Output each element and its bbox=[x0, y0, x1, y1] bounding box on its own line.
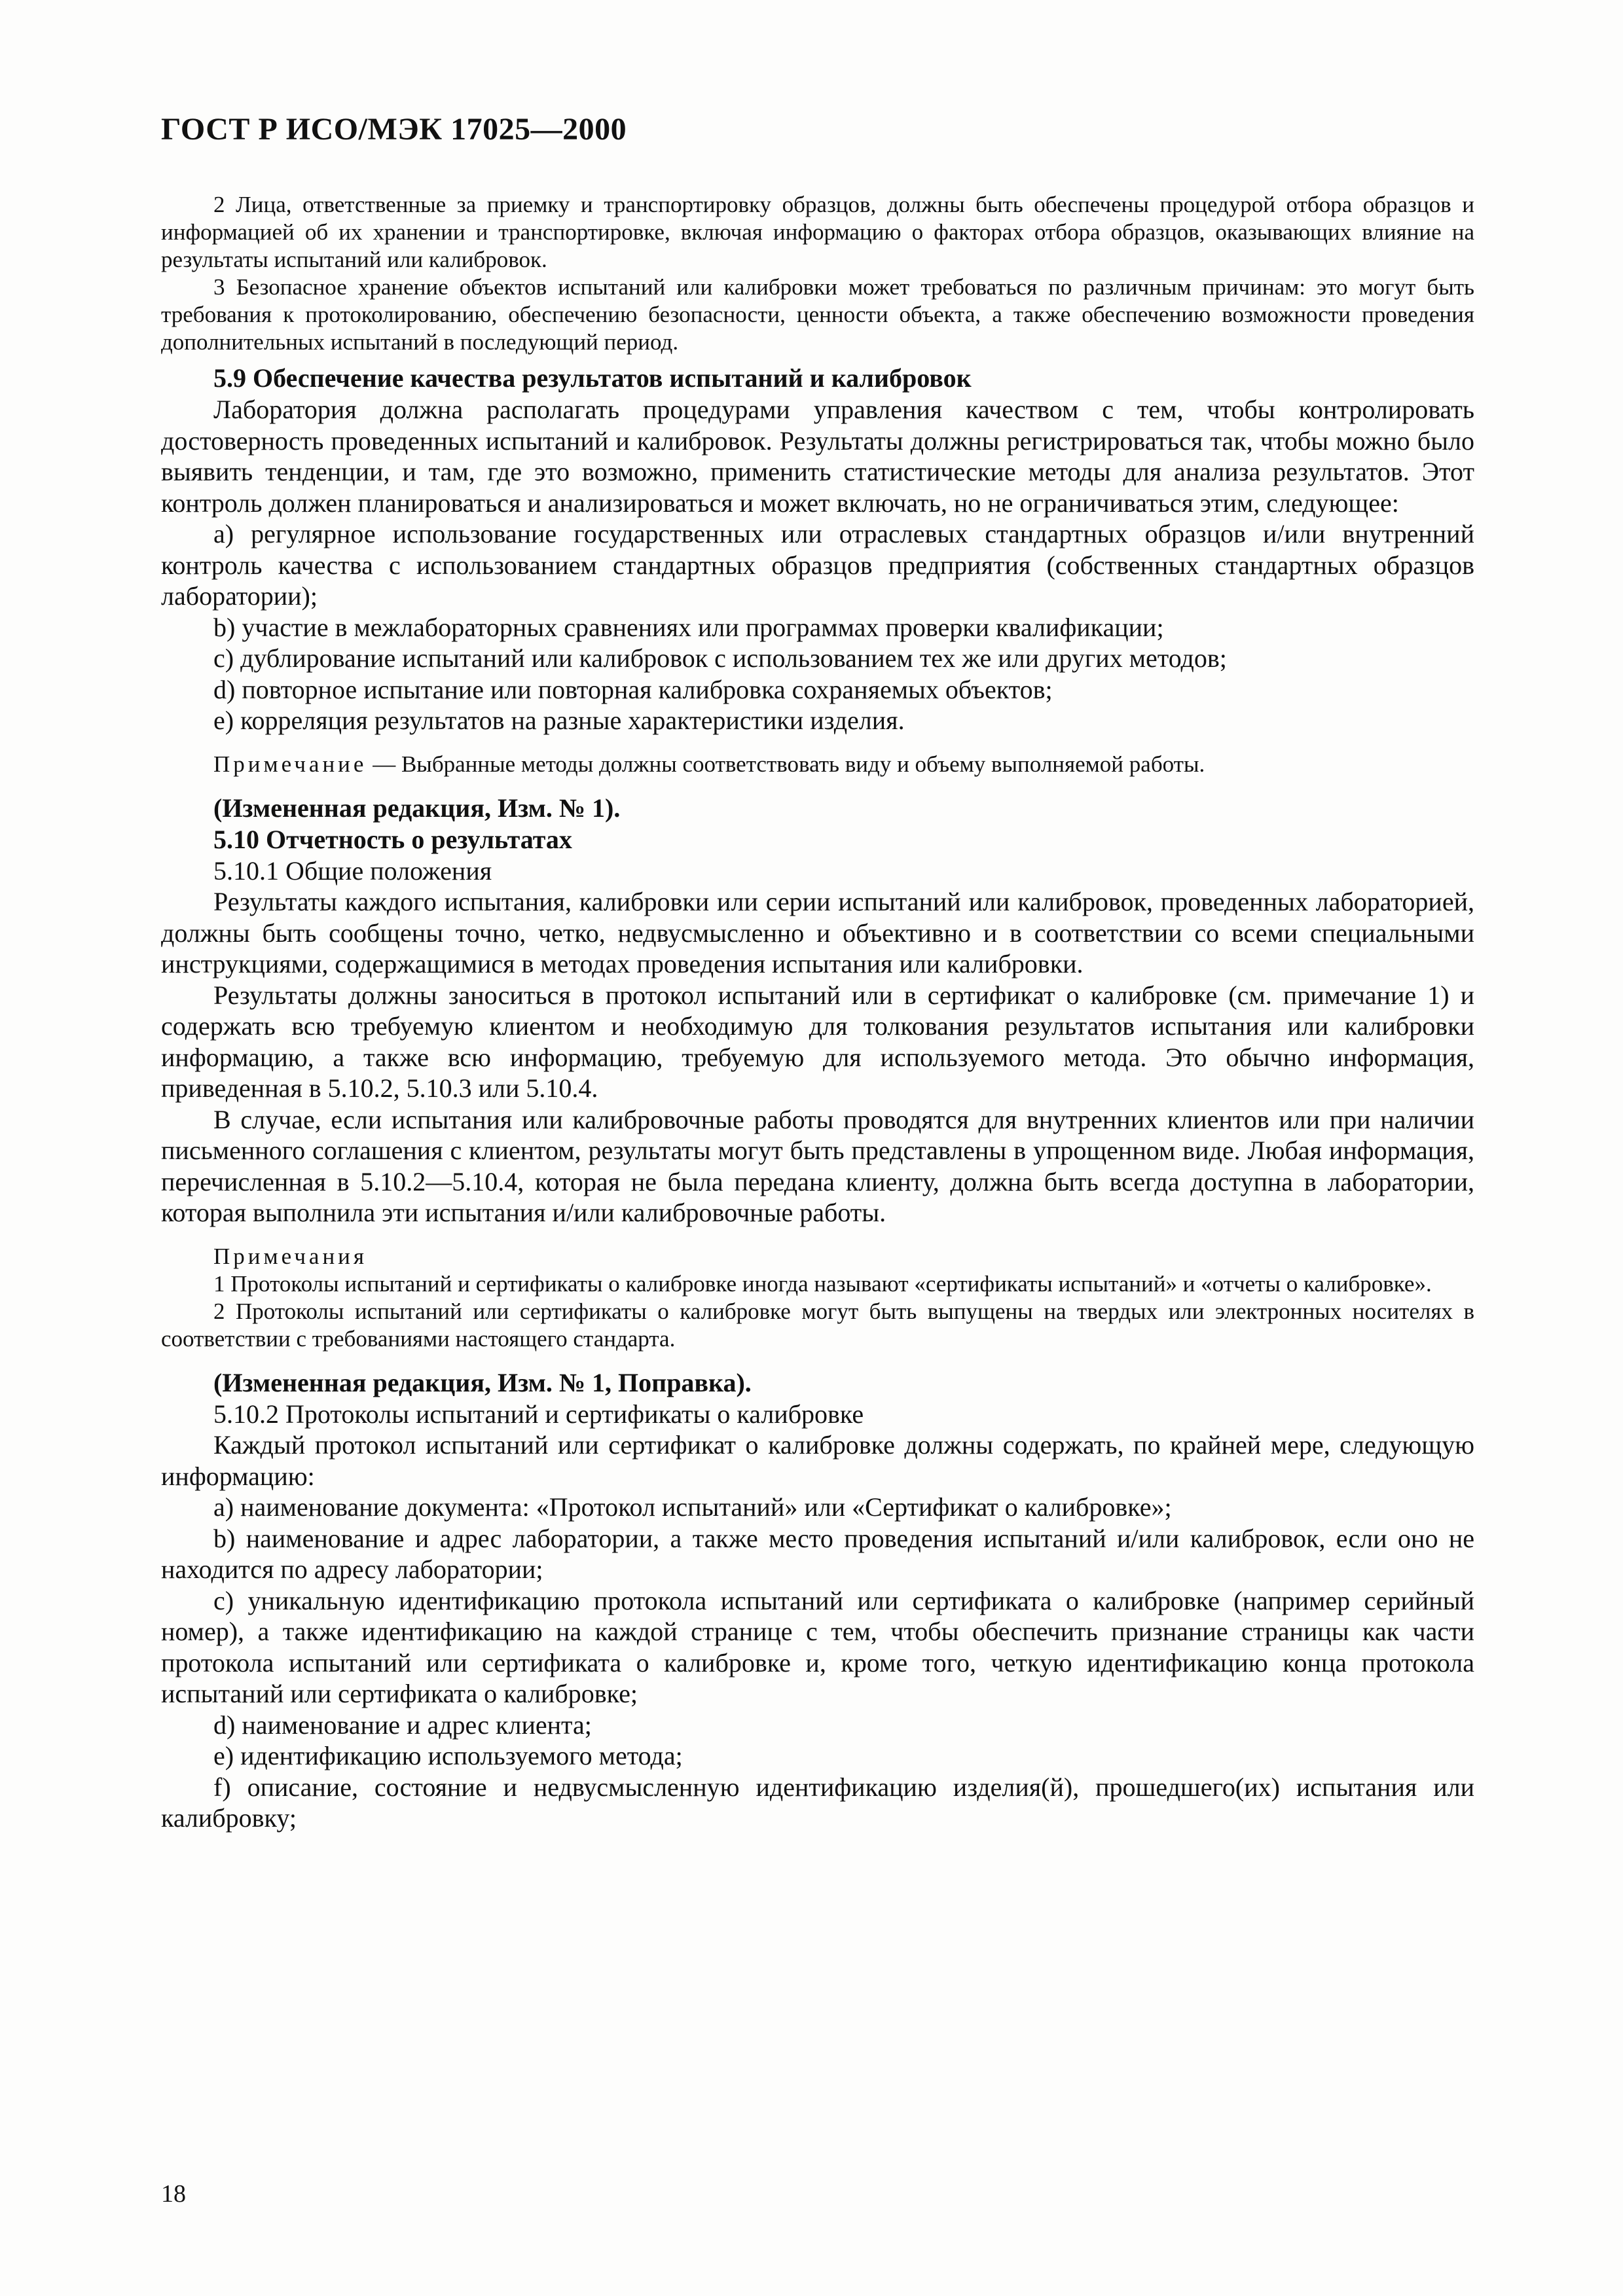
section-5-9-heading: 5.9 Обеспечение качества результатов испытаний и калибровок bbox=[213, 363, 972, 393]
notes-item-1: 1 Протоколы испытаний и сертификаты о калибровке иногда называют «сертификаты испытаний» и «отчеты о калибровке». bbox=[213, 1270, 1432, 1297]
note-label: Примечание bbox=[213, 751, 367, 777]
note-3: 3 Безопасное хранение объектов испытаний или калибровки может требоваться по различным причинам: это могут быть требования к протоколированию, обеспечению безопасности, ценности объекта, а также обеспечению возможности проведения дополнительных испытаний в последующий период. bbox=[161, 274, 1474, 355]
paragraph: В случае, если испытания или калибровочные работы проводятся для внутренних клиентов или при наличии письменного соглашения с клиентом, результаты могут быть представлены в упрощенном виде. Любая информация, перечисленная в 5.10.2—5.10.4, которая не была передана клиенту, должна быть всегда доступна в лаборатории, которая выполнила эти испытания и/или калибровочные работы. bbox=[161, 1104, 1474, 1227]
page-header: ГОСТ Р ИСО/МЭК 17025—2000 bbox=[161, 112, 627, 147]
list-item-a: а) регулярное использование государственных или отраслевых стандартных образцов и/или внутренний контроль качества с использованием стандартных образцов предприятия (собственных стандартных образцов лаборатории); bbox=[161, 519, 1474, 611]
section-5-10-heading: 5.10 Отчетность о результатах bbox=[213, 824, 572, 854]
section-5-10-2-heading: 5.10.2 Протоколы испытаний и сертификаты о калибровке bbox=[213, 1399, 864, 1429]
paragraph: Результаты должны заноситься в протокол испытаний или в сертификат о калибровке (см. примечание 1) и содержать всю требуемую клиентом и необходимую для толкования результатов испытания или калибровки информацию, а также всю информацию, требуемую для используемого метода. Это обычно информация, приведенная в 5.10.2, 5.10.3 или 5.10.4. bbox=[161, 980, 1474, 1103]
page-content bbox=[161, 191, 1474, 1834]
page-number: 18 bbox=[161, 2180, 186, 2208]
list-item-d: d) наименование и адрес клиента; bbox=[213, 1710, 592, 1740]
amendment-2: (Измененная редакция, Изм. № 1, Поправка). bbox=[213, 1367, 752, 1397]
list-item-e: e) корреляция результатов на разные характеристики изделия. bbox=[213, 706, 905, 735]
list-item-f: f) описание, состояние и недвусмысленную идентификацию изделия(й), прошедшего(их) испытания или калибровку; bbox=[161, 1772, 1474, 1833]
section-5-9-intro: Лаборатория должна располагать процедурами управления качеством с тем, чтобы контролировать достоверность проведенных испытаний и калибровок. Результаты должны регистрироваться так, чтобы можно было выявить тенденции, и там, где это возможно, применить статистические методы для анализа результатов. Этот контроль должен планироваться и анализироваться и может включать, но не ограничиваться этим, следующее: bbox=[161, 395, 1474, 518]
list-item-c: c) дублирование испытаний или калибровок с использованием тех же или других методов; bbox=[213, 643, 1227, 673]
notes-item-2: 2 Протоколы испытаний или сертификаты о калибровке могут быть выпущены на твердых или электронных носителях в соответствии с требованиями настоящего стандарта. bbox=[161, 1298, 1474, 1352]
note-text: — Выбранные методы должны соответствовать виду и объему выполняемой работы. bbox=[367, 751, 1205, 777]
section-5-10-2-intro: Каждый протокол испытаний или сертификат о калибровке должны содержать, по крайней мере, следующую информацию: bbox=[161, 1430, 1474, 1491]
section-5-10-1-heading: 5.10.1 Общие положения bbox=[213, 855, 492, 886]
notes-label: Примечания bbox=[213, 1243, 368, 1269]
list-item-c: c) уникальную идентификацию протокола испытаний или сертификата о калибровке (например серийный номер), а также идентификацию на каждой странице с тем, чтобы обеспечить признание страницы как части протокола испытаний или сертификата о калибровке и, кроме того, четкую идентификацию конца протокола испытаний или сертификата о калибровке; bbox=[161, 1585, 1474, 1708]
list-item-d: d) повторное испытание или повторная калибровка сохраняемых объектов; bbox=[213, 674, 1053, 704]
amendment-1: (Измененная редакция, Изм. № 1). bbox=[213, 793, 621, 823]
list-item-b: b) участие в межлабораторных сравнениях или программах проверки квалификации; bbox=[213, 612, 1164, 642]
section-5-9-note bbox=[161, 751, 1474, 778]
list-item-a: а) наименование документа: «Протокол испытаний» или «Сертификат о калибровке»; bbox=[213, 1492, 1172, 1522]
list-item-e: e) идентификацию используемого метода; bbox=[213, 1741, 683, 1770]
paragraph: Результаты каждого испытания, калибровки или серии испытаний или калибровок, проведенных лабораторией, должны быть сообщены точно, четко, недвусмысленно и объективно и в соответствии со всеми специальными инструкциями, содержащимися в методах проведения испытания или калибровки. bbox=[161, 887, 1474, 978]
list-item-b: b) наименование и адрес лаборатории, а также место проведения испытаний и/или калибровок, если оно не находится по адресу лаборатории; bbox=[161, 1523, 1474, 1584]
note-2: 2 Лица, ответственные за приемку и транспортировку образцов, должны быть обеспечены процедурой отбора образцов и информацией об их хранении и транспортировке, включая информацию о факторах отбора образцов, оказывающих влияние на результаты испытаний или калибровок. bbox=[161, 192, 1474, 272]
